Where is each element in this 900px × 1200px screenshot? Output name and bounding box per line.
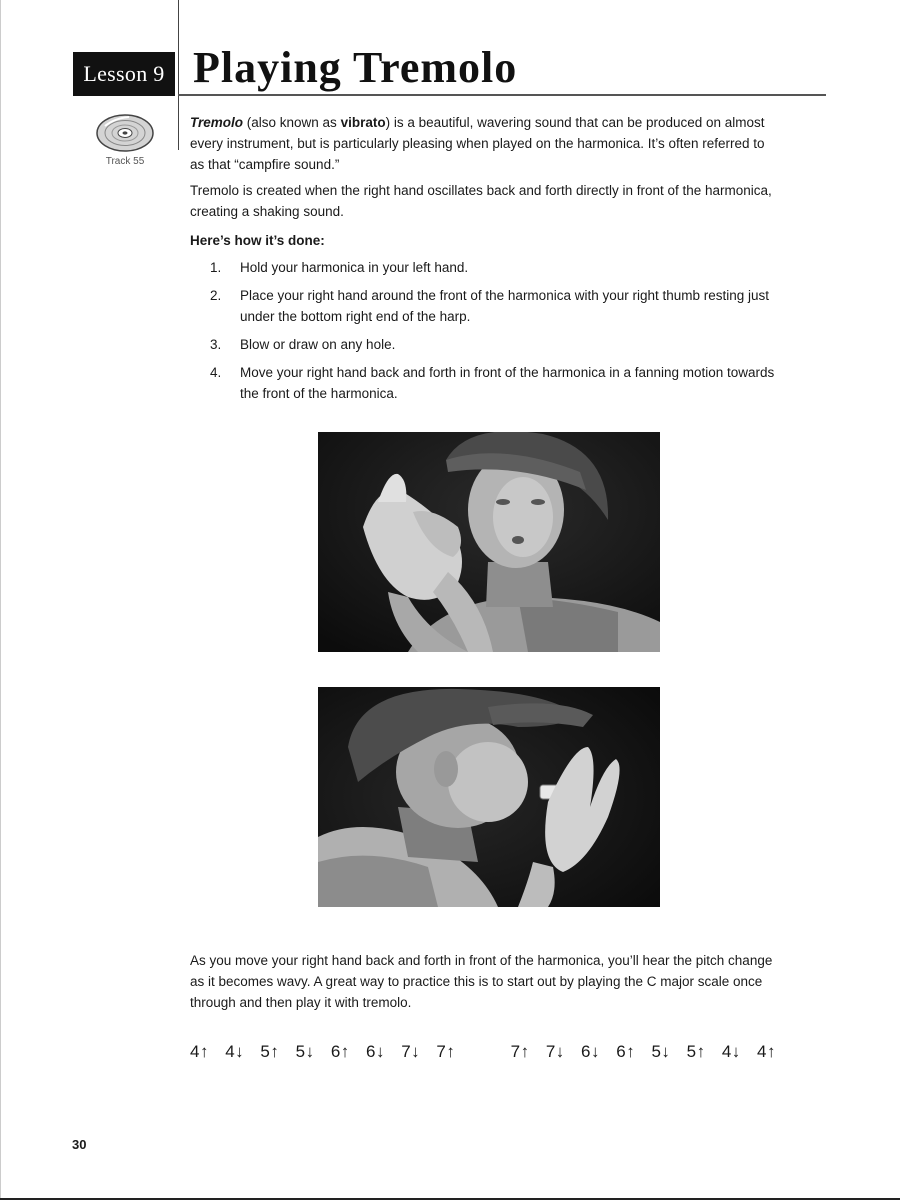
note: 6↓ [366,1042,385,1061]
note: 4↓ [721,1042,741,1061]
steps-list [210,257,790,411]
paragraph-2: Tremolo is created when the right hand oscillates back and forth directly in front of the harmonica, creating a shaking sound. [190,183,772,219]
note: 4↑ [757,1042,777,1061]
note: 7↓ [401,1042,421,1061]
list-item [210,334,790,355]
paragraph-3: As you move your right hand back and forth in front of the harmonica, you’ll hear the pitch change as it becomes wavy. A great way to practice this is to start out by playing the C major scale once through and then play it with tremolo. [190,953,773,1010]
note: 4↑ [190,1042,209,1061]
step-number: 3. [210,337,222,352]
step-number: 4. [210,365,222,380]
photo-hands-front [318,432,660,652]
cd-icon [95,112,155,154]
scale-notation [190,1042,830,1062]
lesson-label: Lesson 9 [73,52,175,96]
page-number: 30 [72,1137,87,1152]
step-number: 1. [210,260,222,275]
note: 5↓ [295,1042,315,1061]
note: 7↑ [510,1042,530,1061]
note: 5↑ [686,1042,706,1061]
page-title: Playing Tremolo [193,43,518,92]
step-text: Blow or draw on any hole. [240,337,396,352]
step-number: 2. [210,288,222,303]
intro-paragraph [190,112,780,175]
track-label: Track 55 [105,156,145,167]
note: 6↑ [330,1042,350,1061]
term-tremolo: Tremolo [190,115,244,130]
step-text: Place your right hand around the front of the harmonica with your right thumb resting just under the bottom right end of the harp. [240,288,770,324]
note: 5↓ [651,1042,671,1061]
term-vibrato: vibrato [340,115,386,130]
intro-text-2: ) is a beautiful, wavering sound that can be produced on almost every instrument, but is particularly pleasing when played on the harmonica. It’s often referred to as that “campfire sound.” [190,115,765,172]
howto-heading: Here’s how it’s done: [190,233,325,248]
track-marker [92,112,158,167]
note: 7↑ [436,1042,456,1061]
step-text: Move your right hand back and forth in front of the harmonica in a fanning motion towards the front of the harmonica. [240,365,775,401]
note: 6↓ [581,1042,600,1061]
note: 4↓ [225,1042,245,1061]
page-edge-left [0,0,1,1200]
step-text: Hold your harmonica in your left hand. [240,260,469,275]
intro-text-1: (also known as [243,115,341,130]
note: 7↓ [545,1042,565,1061]
list-item [210,257,790,278]
note: 5↑ [260,1042,280,1061]
list-item [210,362,790,404]
photo-hands-profile [318,687,660,907]
note: 6↑ [616,1042,636,1061]
title-underline [178,94,826,96]
margin-rule [178,0,179,150]
list-item [210,285,790,327]
